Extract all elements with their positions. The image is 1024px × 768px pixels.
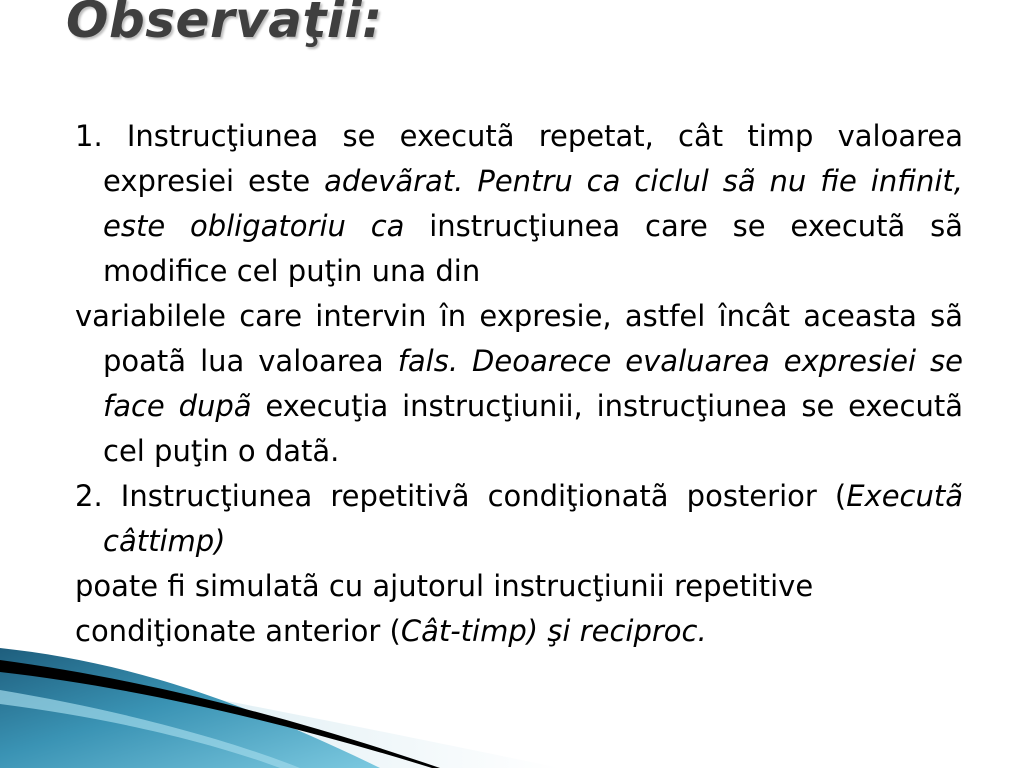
- paragraph-3: [75, 474, 963, 564]
- paragraph-2-text-c: execuţia instrucţiunii, instrucţiunea se executã cel puţin o datã.: [103, 389, 963, 468]
- paragraph-1-text-a: 1. Instrucţiunea se executã repetat, cât timp valoarea expresiei este: [75, 119, 963, 198]
- paragraph-4-text: poate fi simulatã cu ajutorul instrucţiunii repetitive: [75, 569, 814, 603]
- paragraph-2-text-italic: fals. Deoarece evaluarea expresiei se face dupã: [103, 344, 963, 423]
- paragraph-5-text-a: condiţionate anterior (: [75, 614, 401, 648]
- paragraph-5: [75, 609, 963, 654]
- paragraph-2: [75, 294, 963, 474]
- paragraph-1-text-italic: adevãrat. Pentru ca ciclul sã nu fie infinit, este obligatoriu ca: [103, 164, 963, 243]
- paragraph-5-text-italic: Cât-timp) şi reciproc.: [400, 614, 707, 648]
- paragraph-1: [75, 114, 963, 294]
- slide-title: Observaţii:: [66, 0, 383, 49]
- paragraph-3-text-italic: Executã câttimp): [103, 479, 963, 558]
- paragraph-1-text-c: instrucţiunea care se executã sã modifice cel puţin una din: [103, 209, 964, 288]
- paragraph-2-text-a: variabilele care intervin în expresie, astfel încât aceasta sã poatã lua valoarea: [75, 299, 963, 378]
- paragraph-3-text-a: 2. Instrucţiunea repetitivã condiţionatã posterior (: [75, 479, 847, 513]
- paragraph-4: [75, 564, 963, 609]
- slide-body: [75, 114, 963, 654]
